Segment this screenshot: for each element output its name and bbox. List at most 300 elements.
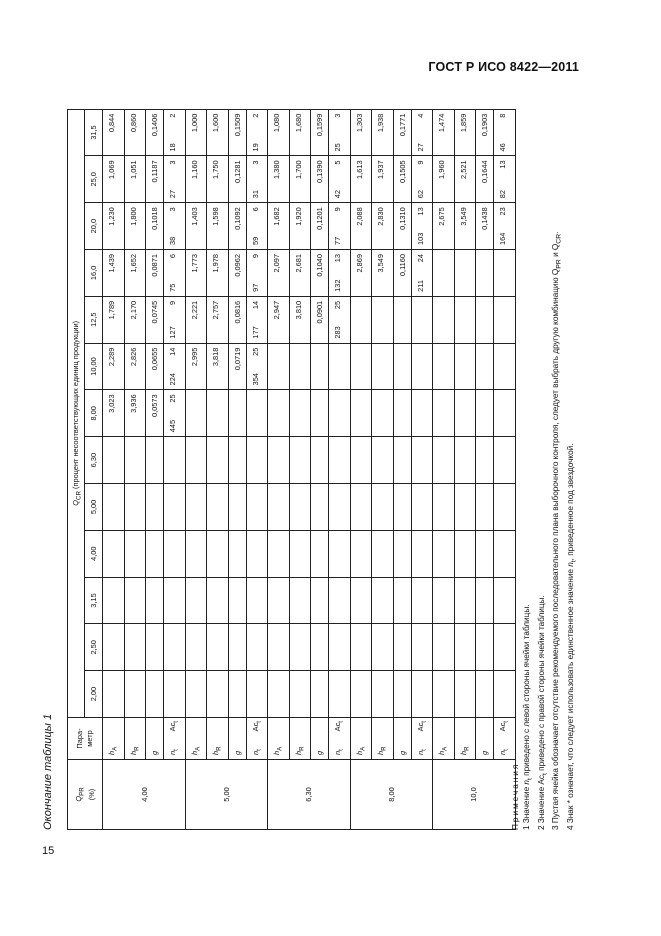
table-cell: 0,0573	[146, 390, 164, 437]
table-cell	[311, 671, 329, 718]
table-cell	[372, 390, 393, 437]
table-cell	[146, 484, 164, 531]
table-cell	[246, 624, 267, 671]
table-cell	[411, 530, 432, 577]
table-cell	[476, 530, 494, 577]
table-cell	[124, 437, 145, 484]
table-cell	[393, 577, 411, 624]
table-cell	[246, 437, 267, 484]
table-cell	[329, 343, 350, 390]
table-cell: 2,170	[124, 296, 145, 343]
table-cell	[393, 390, 411, 437]
table-cell: 3,549	[454, 203, 475, 250]
table-cell: 1,680	[289, 109, 310, 156]
ac-value: 25	[168, 394, 178, 403]
nt-value: 62	[415, 190, 425, 199]
table-cell: 0,1187	[146, 156, 164, 203]
table-cell	[411, 577, 432, 624]
table-cell: 1,613	[350, 156, 371, 203]
table-cell	[246, 390, 267, 437]
qcr-column-header: 3,15	[85, 577, 103, 624]
table-cell: 0,0962	[228, 250, 246, 297]
table-cell	[207, 390, 228, 437]
table-cell	[393, 671, 411, 718]
table-cell: 1,230	[103, 203, 124, 250]
table-cell: 2,521	[454, 156, 475, 203]
table-cell: 0,1903	[476, 109, 494, 156]
table-cell	[311, 624, 329, 671]
table-cell: 0,1406	[146, 109, 164, 156]
table-row	[207, 109, 228, 829]
table-row	[311, 109, 329, 829]
table-cell: 2,995	[185, 343, 206, 390]
nt-value: 82	[498, 190, 508, 199]
table-cell	[289, 343, 310, 390]
table-cell	[411, 624, 432, 671]
nt-value: 354	[250, 373, 260, 386]
table-cell	[146, 530, 164, 577]
table-row	[103, 109, 124, 829]
table-cell	[350, 577, 371, 624]
table-cell: 0,0655	[146, 343, 164, 390]
qcr-column-header: 4,00	[85, 530, 103, 577]
table-cell	[207, 671, 228, 718]
nt-value: 31	[250, 190, 260, 199]
table-cell	[228, 437, 246, 484]
table-cell	[454, 343, 475, 390]
table-cell	[228, 577, 246, 624]
table-cell	[476, 671, 494, 718]
table-cell	[329, 250, 350, 297]
table-cell	[454, 624, 475, 671]
table-cell	[411, 203, 432, 250]
ac-value: 2	[168, 113, 178, 118]
table-cell: 2,947	[268, 296, 289, 343]
table-cell	[246, 250, 267, 297]
table-cell	[164, 484, 185, 531]
table-cell	[246, 343, 267, 390]
table-cell	[311, 343, 329, 390]
table-cell	[289, 671, 310, 718]
parameter-cell: $h_A$	[185, 718, 206, 760]
parameter-cell: $n_t$ $Ac_t$	[411, 718, 432, 760]
table-cell	[185, 390, 206, 437]
table-cell	[350, 484, 371, 531]
table-header-row-top	[68, 109, 85, 829]
table-cell	[454, 577, 475, 624]
nt-value: 164	[498, 232, 508, 246]
table-cell	[372, 624, 393, 671]
table-cell: 2,681	[289, 250, 310, 297]
table-cell	[411, 390, 432, 437]
table-cell	[268, 484, 289, 531]
table-cell: 1,789	[103, 296, 124, 343]
qcr-column-header: 2,50	[85, 624, 103, 671]
nt-value: 42	[333, 190, 343, 199]
table-cell: 1,960	[433, 156, 454, 203]
table-cell	[393, 437, 411, 484]
table-cell: 0,0745	[146, 296, 164, 343]
table-cell: 0,1040	[311, 250, 329, 297]
table-cell	[311, 390, 329, 437]
table-cell: 1,800	[124, 203, 145, 250]
table-cell	[164, 437, 185, 484]
table-cell: 3,810	[289, 296, 310, 343]
acceptance-label: $Ac_t$	[415, 721, 428, 732]
parameter-cell: $h_A$	[268, 718, 289, 760]
table-cell	[350, 343, 371, 390]
table-cell	[329, 624, 350, 671]
table-cell: 1,700	[289, 156, 310, 203]
table-cell	[476, 624, 494, 671]
parameter-cell: $h_R$	[207, 718, 228, 760]
table-cell: 1,859	[454, 109, 475, 156]
ac-value: 6	[250, 207, 260, 212]
ac-value: 9	[415, 160, 425, 165]
table-cell	[164, 390, 185, 437]
table-cell	[268, 437, 289, 484]
table-cell	[454, 437, 475, 484]
table-cell: 1,303	[350, 109, 371, 156]
table-cell	[372, 437, 393, 484]
ac-value: 3	[168, 207, 178, 212]
ac-value: 3	[168, 160, 178, 165]
table-cell	[207, 577, 228, 624]
nt-value: 59	[250, 236, 260, 246]
notes-title: Примечания	[511, 762, 520, 830]
table-cell	[476, 390, 494, 437]
table-cell	[268, 530, 289, 577]
parameter-cell: $n_t$ $Ac_t$	[164, 718, 185, 760]
parameter-cell: $h_R$	[289, 718, 310, 760]
parameter-cell: g	[146, 718, 164, 760]
table-cell	[207, 530, 228, 577]
ac-value: 4	[415, 113, 425, 118]
table-row	[476, 109, 494, 829]
table-cell	[103, 624, 124, 671]
table-cell	[185, 671, 206, 718]
table-cell: 0,844	[103, 109, 124, 156]
ac-value: 24	[415, 254, 425, 263]
table-notes	[510, 110, 580, 830]
nt-value: 177	[250, 326, 260, 339]
table-cell: 0,1644	[476, 156, 494, 203]
table-cell	[268, 343, 289, 390]
table-cell: 1,682	[268, 203, 289, 250]
table-cell	[454, 530, 475, 577]
table-cell	[146, 671, 164, 718]
table-cell	[246, 109, 267, 156]
table-cell	[350, 296, 371, 343]
table-cell: 0,1599	[311, 109, 329, 156]
note-3: 3 Пустая ячейка обозначает отсутствие рекомендуемого последовательного плана выборочного контроля, следует выбрать другую комбинацию $Q_{PR}$ и $Q_{CR}$.	[551, 231, 563, 830]
qcr-column-header: 25,0	[85, 156, 103, 203]
ac-value: 14	[168, 347, 178, 356]
table-cell	[350, 437, 371, 484]
nt-value: 46	[498, 143, 508, 152]
table-cell	[246, 577, 267, 624]
qcr-column-header: 6,30	[85, 437, 103, 484]
qcr-column-group-header: $Q_{CR}$ (процент несоответствующих единиц продукции)	[68, 109, 85, 717]
table-cell: 1,439	[103, 250, 124, 297]
parameter-cell: g	[228, 718, 246, 760]
table-cell	[228, 484, 246, 531]
qcr-column-header: 8,00	[85, 390, 103, 437]
table-cell: 1,652	[124, 250, 145, 297]
table-row	[433, 109, 454, 829]
table-cell	[311, 484, 329, 531]
ac-value: 23	[498, 207, 508, 216]
note-2: 2 Значение $Ac_t$ приведено с правой стороны ячейки таблицы.	[536, 595, 549, 830]
table-cell	[329, 437, 350, 484]
qpr-value-cell: 8,00	[350, 760, 432, 830]
table-cell	[433, 250, 454, 297]
qcr-column-header: 5,00	[85, 484, 103, 531]
table-cell	[433, 671, 454, 718]
table-row	[146, 109, 164, 829]
table-cell	[268, 624, 289, 671]
ac-value: 5	[333, 160, 343, 165]
parameter-column-header: Пара- метр	[68, 718, 103, 760]
table-cell: 1,474	[433, 109, 454, 156]
table-cell	[268, 671, 289, 718]
table-cell: 1,978	[207, 250, 228, 297]
table-cell	[476, 296, 494, 343]
table-caption: Окончание таблицы 1	[42, 713, 54, 830]
table-cell	[329, 390, 350, 437]
table-cell	[329, 577, 350, 624]
table-cell	[289, 530, 310, 577]
table-cell	[164, 343, 185, 390]
note-1: 1 Значение $n_t$ приведено с левой стороны ячейки таблицы.	[522, 604, 534, 830]
nt-value: 75	[168, 283, 178, 292]
table-cell	[476, 484, 494, 531]
table-cell	[476, 437, 494, 484]
table-row	[124, 109, 145, 829]
table-cell: 2,088	[350, 203, 371, 250]
parameter-cell: g	[311, 718, 329, 760]
nt-value: 18	[168, 143, 178, 152]
parameter-cell: $h_A$	[433, 718, 454, 760]
qcr-column-header: 10,00	[85, 343, 103, 390]
table-cell	[246, 530, 267, 577]
table-cell	[228, 390, 246, 437]
table-cell	[246, 203, 267, 250]
table-cell	[411, 484, 432, 531]
table-cell	[411, 343, 432, 390]
table-cell	[454, 671, 475, 718]
ac-value: 13	[498, 160, 508, 169]
page-number: 15	[42, 845, 55, 857]
table-cell	[103, 530, 124, 577]
qcr-column-header: 2,00	[85, 671, 103, 718]
table-cell	[164, 671, 185, 718]
table-cell: 1,051	[124, 156, 145, 203]
table-cell	[103, 437, 124, 484]
parameter-cell: $n_t$ $Ac_t$	[494, 718, 515, 760]
table-cell	[146, 577, 164, 624]
table-cell	[289, 624, 310, 671]
table-row	[268, 109, 289, 829]
table-cell	[411, 250, 432, 297]
table-cell: 0,1201	[311, 203, 329, 250]
table-cell: 1,773	[185, 250, 206, 297]
table-cell	[329, 156, 350, 203]
table-cell	[311, 530, 329, 577]
table-cell	[207, 624, 228, 671]
ac-value: 9	[250, 254, 260, 259]
table-cell	[289, 390, 310, 437]
table-cell: 0,860	[124, 109, 145, 156]
nt-value: 127	[168, 326, 178, 339]
table-cell	[350, 530, 371, 577]
table-cell	[350, 624, 371, 671]
table-cell	[372, 577, 393, 624]
table-cell	[454, 390, 475, 437]
table-cell	[350, 671, 371, 718]
ac-value: 3	[333, 113, 343, 118]
table-cell	[228, 530, 246, 577]
nt-value: 38	[168, 236, 178, 246]
table-cell	[164, 296, 185, 343]
acceptance-label: $Ac_t$	[250, 721, 263, 732]
nt-value: 132	[333, 279, 343, 292]
qpr-value-cell: 4,00	[103, 760, 185, 830]
table-cell	[393, 484, 411, 531]
table-row	[393, 109, 411, 829]
ac-value: 8	[498, 113, 508, 118]
table-cell	[246, 156, 267, 203]
table-cell	[246, 296, 267, 343]
table-cell: 0,1390	[311, 156, 329, 203]
table-row	[372, 109, 393, 829]
parameter-cell: $h_A$	[350, 718, 371, 760]
table-cell	[433, 390, 454, 437]
table-cell	[433, 624, 454, 671]
acceptance-label: $Ac_t$	[168, 721, 180, 732]
table-cell	[329, 530, 350, 577]
table-cell: 2,675	[433, 203, 454, 250]
table-cell	[372, 671, 393, 718]
table-cell: 2,221	[185, 296, 206, 343]
table-cell	[164, 203, 185, 250]
table-cell	[124, 530, 145, 577]
ac-value: 3	[250, 160, 260, 165]
table-cell: 3,936	[124, 390, 145, 437]
nt-value: 445	[168, 419, 178, 433]
table-cell	[164, 577, 185, 624]
table-cell	[329, 484, 350, 531]
table-cell	[146, 624, 164, 671]
qcr-column-header: 12,5	[85, 296, 103, 343]
table-cell: 0,0901	[311, 296, 329, 343]
table-row	[411, 109, 432, 829]
table-cell	[103, 577, 124, 624]
table-cell: 2,289	[103, 343, 124, 390]
parameter-cell: $h_R$	[124, 718, 145, 760]
table-cell	[433, 343, 454, 390]
table-cell	[289, 577, 310, 624]
table-cell	[433, 437, 454, 484]
table-cell	[476, 577, 494, 624]
table-cell: 1,920	[289, 203, 310, 250]
nt-value: 211	[415, 280, 425, 292]
table-cell	[246, 484, 267, 531]
table-cell	[372, 484, 393, 531]
qcr-column-header: 20,0	[85, 203, 103, 250]
table-cell: 1,600	[207, 109, 228, 156]
table-cell	[207, 484, 228, 531]
table-cell	[329, 109, 350, 156]
table-cell	[372, 296, 393, 343]
table-cell: 3,023	[103, 390, 124, 437]
table-cell: 1,080	[268, 109, 289, 156]
table-cell	[311, 577, 329, 624]
nt-value: 224	[168, 373, 178, 386]
ac-value: 25	[333, 300, 343, 310]
table-cell	[164, 156, 185, 203]
table-cell: 0,1281	[228, 156, 246, 203]
table-row	[164, 109, 185, 829]
table-cell	[393, 343, 411, 390]
table-cell	[289, 484, 310, 531]
ac-value: 25	[250, 347, 260, 356]
qpr-column-header: $Q_{PR}$ (%)	[68, 760, 103, 830]
table-cell: 0,1018	[146, 203, 164, 250]
table-cell: 1,937	[372, 156, 393, 203]
table-cell	[433, 530, 454, 577]
nt-value: 77	[333, 236, 343, 246]
table-cell	[433, 296, 454, 343]
table-cell	[393, 624, 411, 671]
nt-value: 103	[415, 232, 425, 246]
table-cell	[268, 577, 289, 624]
table-cell	[372, 343, 393, 390]
table-cell	[433, 484, 454, 531]
table-cell: 3,549	[372, 250, 393, 297]
table-row	[228, 109, 246, 829]
qcr-column-header: 16,0	[85, 250, 103, 297]
table-cell: 2,097	[268, 250, 289, 297]
ac-value: 9	[168, 300, 178, 305]
parameter-cell: $h_R$	[454, 718, 475, 760]
ac-value: 14	[250, 300, 260, 310]
parameter-cell: g	[393, 718, 411, 760]
table-cell	[228, 671, 246, 718]
table-row	[350, 109, 371, 829]
table-cell	[185, 530, 206, 577]
table-cell: 0,1092	[228, 203, 246, 250]
qpr-value-cell: 5,00	[185, 760, 267, 830]
nt-value: 19	[250, 143, 260, 152]
nt-value: 97	[250, 283, 260, 292]
table-cell	[103, 671, 124, 718]
table-cell	[311, 437, 329, 484]
parameter-cell: $n_t$ $Ac_t$	[329, 718, 350, 760]
table-cell	[454, 296, 475, 343]
ac-value: 6	[168, 254, 178, 259]
table-cell: 1,000	[185, 109, 206, 156]
table-cell: 0,1438	[476, 203, 494, 250]
table-cell: 0,0816	[228, 296, 246, 343]
table-cell: 0,0719	[228, 343, 246, 390]
table-cell: 2,869	[350, 250, 371, 297]
table-cell: 1,403	[185, 203, 206, 250]
nt-value: 27	[168, 190, 178, 199]
nt-value: 27	[415, 143, 425, 152]
parameter-cell: g	[476, 718, 494, 760]
table-cell	[329, 296, 350, 343]
